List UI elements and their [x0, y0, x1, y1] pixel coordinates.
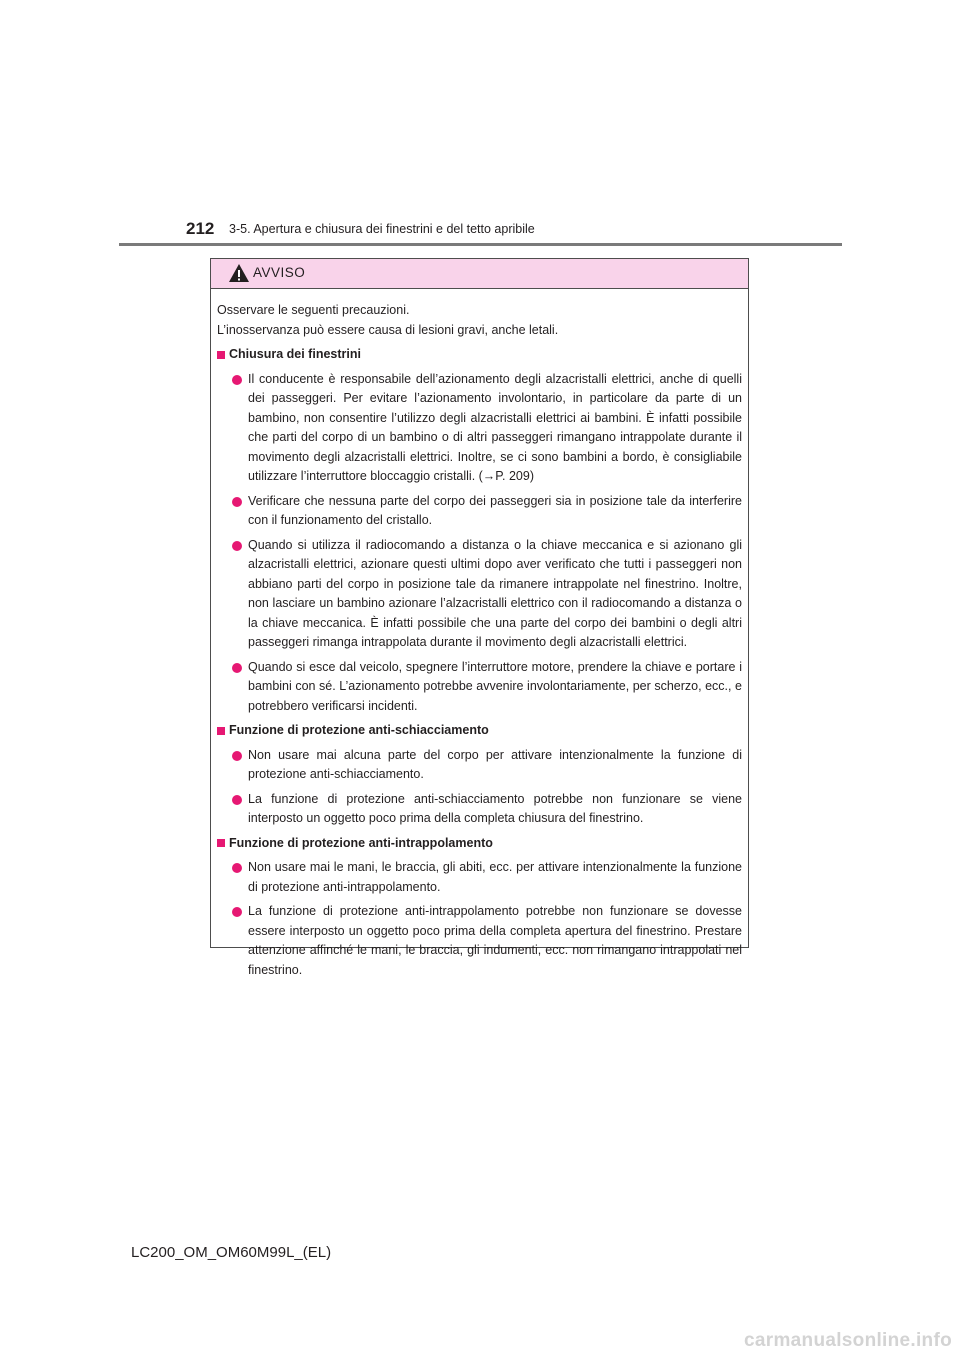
circle-bullet-icon — [232, 375, 242, 385]
page-number: 212 — [186, 219, 215, 238]
square-bullet-icon — [217, 351, 225, 359]
list-item — [217, 536, 742, 653]
section-title: 3-5. Apertura e chiusura dei finestrini e del tetto apribile — [229, 222, 535, 236]
list-item-text: La funzione di protezione anti-intrappolamento potrebbe non funzionare se dovesse essere interposto un oggetto poco prima della completa apertura del finestrino. Prestare attenzione affinché le mani, le braccia, gli indumenti, ecc. non rimangano intrappolati nel finestrino. — [248, 904, 742, 977]
list-item — [217, 370, 742, 487]
list-item — [217, 492, 742, 531]
circle-bullet-icon — [232, 663, 242, 673]
header-divider — [119, 243, 842, 246]
warning-triangle-icon — [228, 263, 250, 283]
intro-line: Osservare le seguenti precauzioni. — [217, 303, 410, 317]
intro-line: L’inosservanza può essere causa di lesioni gravi, anche letali. — [217, 322, 559, 337]
section-heading — [217, 721, 742, 741]
section-heading — [217, 834, 742, 854]
circle-bullet-icon — [232, 497, 242, 507]
square-bullet-icon — [217, 839, 225, 847]
footer-model-code: LC200_OM_OM60M99L_(EL) — [131, 1244, 332, 1261]
warning-body — [211, 289, 748, 980]
circle-bullet-icon — [232, 751, 242, 761]
circle-bullet-icon — [232, 541, 242, 551]
circle-bullet-icon — [232, 907, 242, 917]
list-item — [217, 858, 742, 897]
list-item — [217, 746, 742, 785]
watermark: carmanualsonline.info — [744, 1330, 952, 1351]
list-item — [217, 902, 742, 980]
section-heading-text: Funzione di protezione anti-intrappolamento — [229, 835, 493, 850]
list-item — [217, 658, 742, 717]
list-item-text: Quando si utilizza il radiocomando a distanza o la chiave meccanica e si azionano gli alzacristalli elettrici, azionare questi ultimi dopo aver verificato che tutti i passeggeri non abbiano parti del corpo in posizione tale da rimanere intrappolate nel finestrino. Inoltre, non lasciare un bambino azionare l’alzacristalli elettrico con il radiocomando a distanza o la chiave meccanica. È infatti possibile che una parte del corpo dei bambini o degli altri passeggeri rimanga intrappolata durante il movimento degli alzacristalli elettrici. — [248, 537, 742, 649]
square-bullet-icon — [217, 727, 225, 735]
circle-bullet-icon — [232, 863, 242, 873]
section-heading — [217, 345, 742, 365]
warning-box — [210, 258, 749, 977]
list-item-text: Non usare mai le mani, le braccia, gli abiti, ecc. per attivare intenzionalmente la funzione di protezione anti-intrappolamento. — [248, 860, 742, 894]
list-item-text: Verificare che nessuna parte del corpo dei passeggeri sia in posizione tale da interferire con il funzionamento del cristallo. — [248, 493, 742, 527]
list-item-text: Non usare mai alcuna parte del corpo per attivare intenzionalmente la funzione di protezione anti-schiacciamento. — [248, 747, 742, 781]
list-item-text: Il conducente è responsabile dell’azionamento degli alzacristalli elettrici, anche di quelli dei passeggeri. Per evitare l’azionamento involontario, in particolare da parte di un bambino, non consentire l’utilizzo degli alzacristalli elettrici ai bambini. È infatti possibile che parti del corpo di un bambino o di altri passeggeri rimangano intrappolate durante il movimento degli alzacristalli elettrici. Inoltre, se ci sono bambini a bordo, è consigliabile utilizzare l’interruttore bloccaggio cristalli. (→P. 209) — [248, 371, 742, 483]
circle-bullet-icon — [232, 795, 242, 805]
list-item-text: Quando si esce dal veicolo, spegnere l’interruttore motore, prendere la chiave e portare i bambini con sé. L’azionamento potrebbe avvenire involontariamente, per scherzo, ecc., e potrebbero verificarsi incidenti. — [248, 659, 742, 713]
list-item — [217, 790, 742, 829]
section-heading-text: Funzione di protezione anti-schiacciamento — [229, 723, 489, 737]
section-heading-text: Chiusura dei finestrini — [229, 347, 361, 361]
warning-title: AVVISO — [253, 265, 306, 280]
warning-header — [211, 259, 748, 289]
list-item-text: La funzione di protezione anti-schiacciamento potrebbe non funzionare se viene interposto un oggetto poco prima della completa chiusura del finestrino. — [248, 791, 742, 825]
